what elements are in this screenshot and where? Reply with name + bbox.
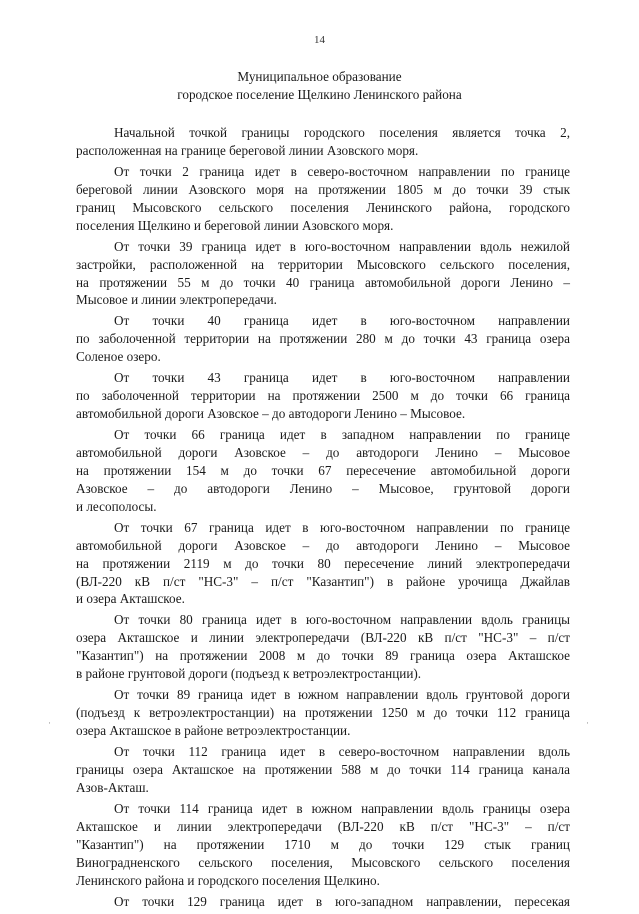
paragraph (76, 163, 570, 235)
paragraph (76, 611, 570, 683)
paragraph (76, 369, 570, 423)
paragraph-line: "Казантип") на протяжении 1710 м до точки 129 стык границ (76, 836, 570, 852)
paragraph-line: и лесополосы. (76, 498, 157, 514)
paragraph-line: От точки 40 граница идет в юго-восточном направлении (114, 313, 570, 329)
paragraph-line: Соленое озеро. (76, 349, 161, 365)
paragraph (76, 238, 570, 310)
paragraph-line: и озера Акташское. (76, 591, 185, 607)
paragraph-line: озера Акташское и линии электропередачи (ВЛ-220 кВ п/ст "НС-3" – п/ст (76, 630, 570, 646)
paragraph-line: расположенная на границе береговой линии Азовского моря. (76, 142, 419, 158)
paragraph-line: автомобильной дороги Азовское – до автодороги Ленино – Мысовое. (76, 406, 466, 422)
scan-speck: · (586, 718, 589, 728)
document-heading (0, 68, 639, 104)
paragraph-line: в районе грунтовой дороги (подъезд к ветроэлектростанции). (76, 666, 422, 682)
paragraph-line: Азов-Акташ. (76, 779, 149, 795)
paragraph-line: границы озера Акташское на протяжении 588 м до точки 114 граница канала (76, 761, 570, 777)
paragraph-line: (ВЛ-220 кВ п/ст "НС-3" – п/ст "Казантип") в районе урочища Джайлав (76, 573, 570, 589)
paragraph-line: От точки 66 граница идет в западном направлении по границе (114, 427, 570, 443)
paragraph-line: Виноградненского сельского поселения, Мысовского сельского поселения (76, 854, 570, 870)
paragraph-line: От точки 39 граница идет в юго-восточном направлении вдоль нежилой (114, 238, 570, 254)
paragraph (76, 743, 570, 797)
paragraph-line: автомобильной дороги Азовское – до автодороги Ленино – Мысовое (76, 445, 570, 461)
paragraph-line: От точки 129 граница идет в юго-западном направлении, пересекая (114, 893, 570, 909)
paragraph-line: От точки 89 граница идет в южном направлении вдоль грунтовой дороги (114, 687, 570, 703)
paragraph-line: автомобильной дороги Азовское – до автодороги Ленино – Мысовое (76, 537, 570, 553)
paragraph-line: "Казантип") на протяжении 2008 м до точки 89 граница озера Акташское (76, 648, 570, 664)
paragraph-line: От точки 114 граница идет в южном направлении вдоль границы озера (114, 800, 570, 816)
paragraph-line: застройки, расположенной на территории Мысовского сельского поселения, (76, 256, 570, 272)
paragraph-line: по заболоченной территории на протяжении 280 м до точки 43 граница озера (76, 331, 570, 347)
paragraph-line: на протяжении 154 м до точки 67 пересечение автомобильной дороги (76, 462, 570, 478)
paragraph-line: поселения Щелкино и береговой линии Азовского моря. (76, 217, 394, 233)
paragraph-line: по заболоченной территории на протяжении 2500 м до точки 66 граница (76, 388, 570, 404)
heading-line-2: городское поселение Щелкино Ленинского района (177, 87, 462, 102)
scan-speck: · (48, 718, 51, 728)
paragraph-line: озера Акташское в районе ветроэлектростанции. (76, 723, 351, 738)
paragraph (76, 426, 570, 515)
paragraph (76, 800, 570, 889)
paragraph-line: От точки 112 граница идет в северо-восточном направлении вдоль (114, 744, 570, 760)
paragraph-line: береговой линии Азовского моря на протяжении 1805 м до точки 39 стык (76, 181, 570, 197)
boundary-description-text (76, 124, 570, 914)
paragraph (76, 312, 570, 366)
heading-line-1: Муниципальное образование (237, 69, 402, 84)
paragraph-line: Акташское и линии электропередачи (ВЛ-220 кВ п/ст "НС-3" – п/ст (76, 818, 570, 834)
paragraph (76, 124, 570, 160)
page-number: 14 (314, 34, 325, 46)
paragraph-line: (подъезд к ветроэлектростанции) на протяжении 1250 м до точки 112 граница (76, 705, 570, 721)
paragraph-line: на протяжении 55 м до точки 40 граница автомобильной дороги Ленино – (76, 274, 570, 290)
paragraph-line: на протяжении 2119 м до точки 80 пересечение линий электропередачи (76, 555, 570, 571)
paragraph (76, 893, 570, 911)
paragraph-line: Мысовое и линии электропередачи. (76, 292, 277, 308)
paragraph-line: От точки 43 граница идет в юго-восточном направлении (114, 370, 570, 386)
paragraph-line: Азовское – до автодороги Ленино – Мысовое, грунтовой дороги (76, 480, 570, 496)
paragraph-line: Ленинского района и городского поселения Щелкино. (76, 872, 380, 888)
paragraph-line: От точки 67 граница идет в юго-восточном направлении по границе (114, 519, 570, 535)
paragraph (76, 519, 570, 608)
paragraph-line: От точки 80 граница идет в юго-восточном направлении вдоль границы (114, 612, 570, 628)
paragraph (76, 686, 570, 740)
paragraph-line: Начальной точкой границы городского поселения является точка 2, (114, 125, 570, 140)
paragraph-line: границ Мысовского сельского поселения Ленинского района, городского (76, 199, 570, 215)
paragraph-line: От точки 2 граница идет в северо-восточном направлении по границе (114, 163, 570, 179)
